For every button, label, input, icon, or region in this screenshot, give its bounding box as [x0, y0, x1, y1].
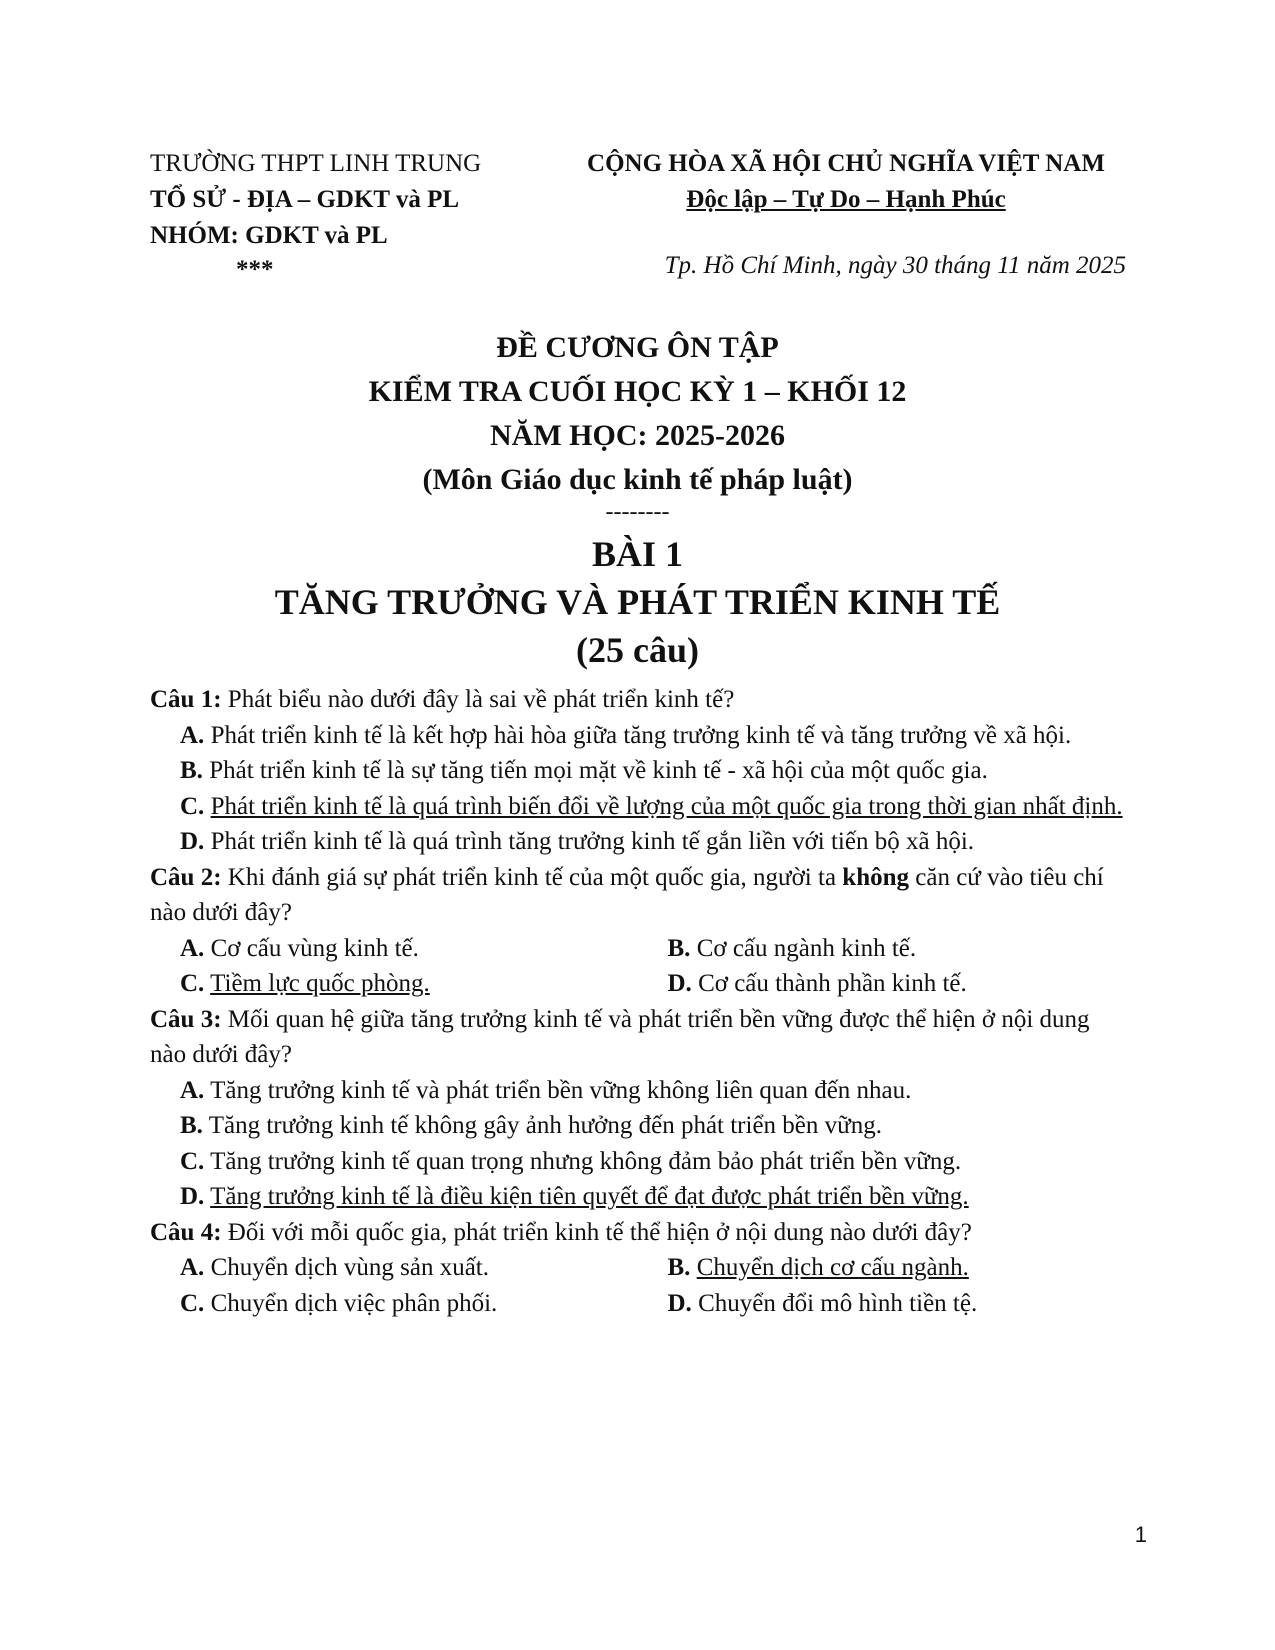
title-separator: --------	[605, 499, 670, 525]
question-text: Đối với mỗi quốc gia, phát triển kinh tế thể hiện ở nội dung nào dưới đây?	[221, 1218, 972, 1246]
option-text: Tăng trưởng kinh tế không gây ảnh hưởng đến phát triển bền vững.	[202, 1112, 882, 1139]
questions-section	[150, 682, 1125, 1321]
question-text: Phát biểu nào dưới đây là sai về phát triển kinh tế?	[221, 686, 735, 713]
question-3	[150, 1002, 1125, 1073]
option-text: Cơ cấu vùng kinh tế.	[204, 934, 419, 962]
option-c	[150, 789, 1125, 825]
national-header	[556, 146, 1136, 218]
lesson-title: TĂNG TRƯỞNG VÀ PHÁT TRIỂN KINH TẾ	[274, 582, 1001, 622]
option-text: Chuyển đổi mô hình tiền tệ.	[691, 1289, 978, 1317]
question-text: Khi đánh giá sự phát triển kinh tế của một quốc gia, người ta	[221, 863, 843, 891]
question-text: Mối quan hệ giữa tăng trưởng kinh tế và phát triển bền vững được thể hiện ở nội dung nào dưới đây?	[150, 1005, 1090, 1068]
correct-answer-text: Phát triển kinh tế là quá trình biến đổi về lượng của một quốc gia trong thời gian nhất định.	[210, 792, 1123, 820]
option-letter: C.	[180, 792, 205, 820]
option-letter: D.	[667, 1289, 692, 1317]
option-letter: A.	[180, 1076, 205, 1104]
option-letter: C.	[180, 970, 205, 997]
country-name: CỘNG HÒA XÃ HỘI CHỦ NGHĨA VIỆT NAM	[587, 150, 1105, 177]
national-motto: Độc lập – Tự Do – Hạnh Phúc	[686, 186, 1006, 213]
title-block	[150, 326, 1125, 674]
option-c	[150, 966, 638, 1002]
option-text: Cơ cấu thành phần kinh tế.	[691, 970, 967, 997]
option-text: Phát triển kinh tế là kết hợp hài hòa giữa tăng trưởng kinh tế và tăng trưởng về xã hội.	[204, 721, 1072, 749]
lesson-number: BÀI 1	[591, 534, 684, 574]
option-b	[150, 753, 1125, 789]
option-letter: B.	[180, 757, 203, 784]
options-row	[150, 1286, 1125, 1322]
option-letter: B.	[667, 934, 691, 962]
question-2	[150, 860, 1125, 931]
option-letter: C.	[180, 1289, 205, 1317]
option-letter: C.	[180, 1147, 205, 1175]
option-text: Phát triển kinh tế là quá trình tăng trưởng kinh tế gắn liền với tiến bộ xã hội.	[204, 828, 975, 855]
option-letter: D.	[180, 1183, 205, 1210]
question-label: Câu 3:	[150, 1005, 222, 1033]
school-header	[150, 146, 481, 286]
option-text: Phát triển kinh tế là sự tăng tiến mọi mặt về kinh tế - xã hội của một quốc gia.	[202, 757, 988, 784]
page-number: 1	[1134, 1522, 1147, 1547]
option-c	[150, 1144, 1125, 1180]
option-b	[638, 931, 1126, 967]
option-text: Tăng trưởng kinh tế quan trọng nhưng không đảm bảo phát triển bền vững.	[204, 1147, 962, 1175]
option-letter: A.	[180, 934, 205, 962]
title-line-2: KIỂM TRA CUỐI HỌC KỲ 1 – KHỐI 12	[368, 375, 907, 408]
option-a	[150, 1073, 1125, 1109]
title-line-3: NĂM HỌC: 2025-2026	[490, 419, 785, 452]
question-label: Câu 2:	[150, 863, 222, 891]
group-name: NHÓM: GDKT và PL	[150, 222, 388, 249]
option-d	[150, 824, 1125, 860]
options-row	[150, 966, 1125, 1002]
question-1	[150, 682, 1125, 718]
question-label: Câu 4:	[150, 1218, 222, 1246]
question-label: Câu 1:	[150, 686, 222, 713]
stars-ornament: ***	[236, 256, 274, 283]
option-a	[150, 931, 638, 967]
option-text: Chuyển dịch việc phân phối.	[204, 1289, 498, 1317]
subject-line: (Môn Giáo dục kinh tế pháp luật)	[422, 463, 853, 496]
option-letter: D.	[180, 828, 205, 855]
option-text: Cơ cấu ngành kinh tế.	[690, 934, 917, 962]
options-row	[150, 1250, 1125, 1286]
option-text: Chuyển dịch vùng sản xuất.	[204, 1254, 489, 1281]
option-letter: B.	[667, 1254, 691, 1281]
option-a	[150, 1250, 638, 1286]
option-letter: A.	[180, 1254, 205, 1281]
question-4	[150, 1215, 1125, 1251]
option-c	[150, 1286, 638, 1322]
option-letter: B.	[180, 1112, 203, 1139]
option-b	[638, 1250, 1126, 1286]
question-emphasis: không	[842, 863, 910, 891]
options-row	[150, 931, 1125, 967]
department-name: TỔ SỬ - ĐỊA – GDKT và PL	[150, 186, 460, 213]
option-text: Tăng trưởng kinh tế và phát triển bền vững không liên quan đến nhau.	[204, 1076, 912, 1104]
option-d	[150, 1179, 1125, 1215]
option-letter: A.	[180, 721, 205, 749]
question-count: (25 câu)	[576, 630, 699, 670]
option-a	[150, 718, 1125, 754]
title-line-1: ĐỀ CƯƠNG ÔN TẬP	[496, 331, 779, 364]
document-date: Tp. Hồ Chí Minh, ngày 30 tháng 11 năm 2025	[664, 252, 1126, 279]
option-b	[150, 1108, 1125, 1144]
option-d	[638, 1286, 1126, 1322]
question-text: căn cứ vào tiêu chí nào dưới đây?	[150, 863, 1104, 926]
correct-answer-text: Tăng trưởng kinh tế là điều kiện tiên quyết để đạt được phát triển bền vững.	[210, 1183, 969, 1210]
option-letter: D.	[667, 970, 692, 997]
correct-answer-text: Chuyển dịch cơ cấu ngành.	[696, 1254, 969, 1281]
option-d	[638, 966, 1126, 1002]
school-name: TRƯỜNG THPT LINH TRUNG	[150, 150, 482, 177]
correct-answer-text: Tiềm lực quốc phòng.	[210, 970, 430, 997]
